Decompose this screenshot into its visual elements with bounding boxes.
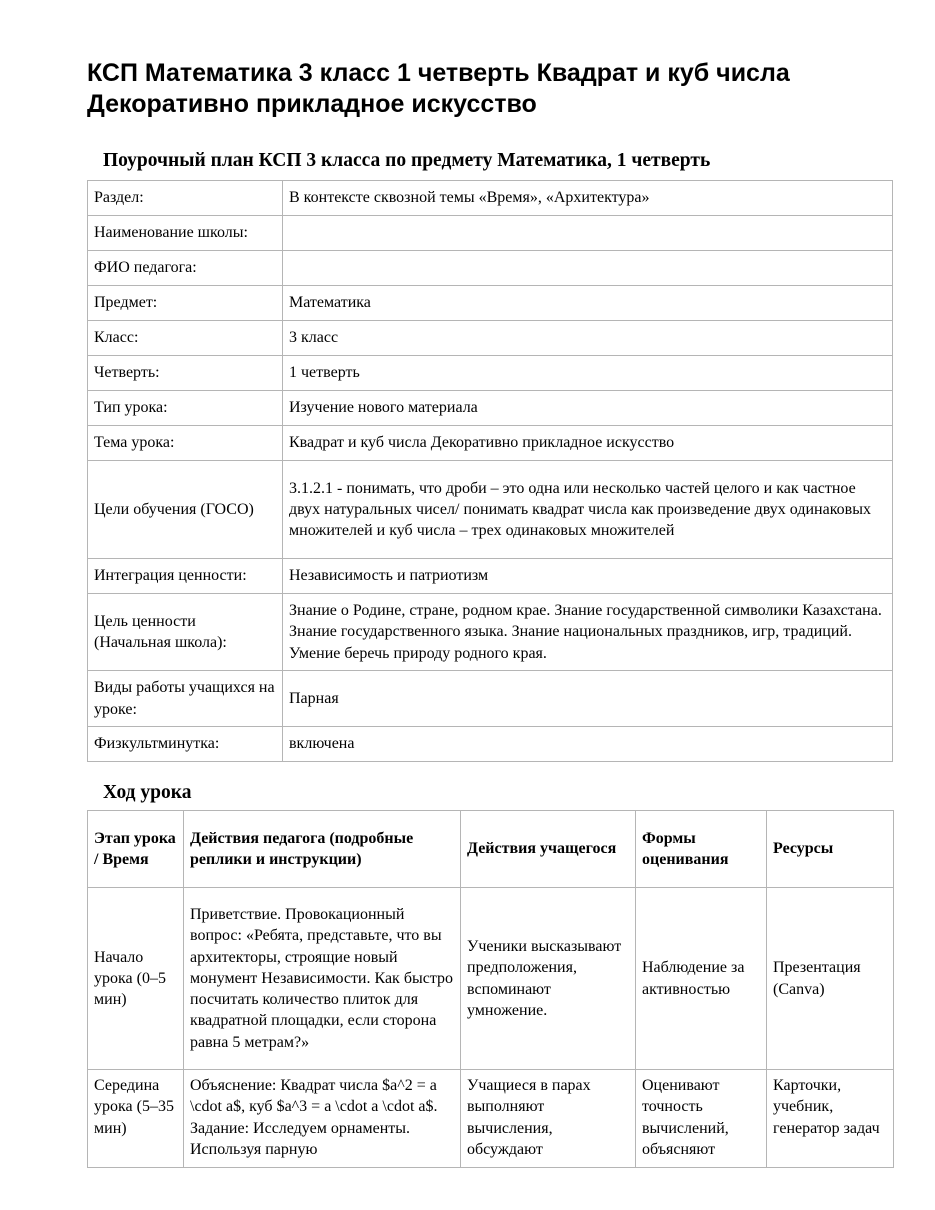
cell-teacher-actions: Приветствие. Провокационный вопрос: «Ребята, представьте, что вы архитекторы, строящие новый монумент Независимости. Как быстро посчитать количество плиток для квадратной площадки, если сторона равна 5 метрам?» [184, 888, 461, 1070]
info-value: В контексте сквозной темы «Время», «Архитектура» [283, 181, 893, 216]
info-row-school [88, 216, 893, 251]
info-label: Раздел: [88, 181, 283, 216]
info-value: Математика [283, 286, 893, 321]
cell-teacher-actions: Объяснение: Квадрат числа $a^2 = a \cdot a$, куб $a^3 = a \cdot a \cdot a$. Задание: Исследуем орнаменты. Используя парную [184, 1070, 461, 1168]
info-label: Четверть: [88, 356, 283, 391]
info-value: 3.1.2.1 - понимать, что дроби – это одна или несколько частей целого и как частное двух натуральных чисел/ понимать квадрат числа как произведение двух одинаковых множителей и куб числа – трех одинаковых множителей [283, 461, 893, 559]
info-value: Независимость и патриотизм [283, 559, 893, 594]
info-value: Квадрат и куб числа Декоративно прикладное искусство [283, 426, 893, 461]
header-resources: Ресурсы [767, 811, 894, 888]
info-row-value-goal [88, 594, 893, 671]
header-assessment: Формы оценивания [636, 811, 767, 888]
info-value: 3 класс [283, 321, 893, 356]
cell-student-actions: Учащиеся в парах выполняют вычисления, обсуждают [461, 1070, 636, 1168]
info-row-subject [88, 286, 893, 321]
info-row-work-types [88, 671, 893, 727]
cell-resources: Карточки, учебник, генератор задач [767, 1070, 894, 1168]
info-label: Интеграция ценности: [88, 559, 283, 594]
info-label: Виды работы учащихся на уроке: [88, 671, 283, 727]
header-teacher-actions: Действия педагога (подробные реплики и инструкции) [184, 811, 461, 888]
lesson-row-start [88, 888, 894, 1070]
lesson-heading: Ход урока [103, 782, 192, 803]
info-value: Знание о Родине, стране, родном крае. Знание государственной символики Казахстана. Знание государственного языка. Знание национальных праздников, игр, традиций. Умение беречь природу родного края. [283, 594, 893, 671]
info-row-topic [88, 426, 893, 461]
cell-assessment: Оценивают точность вычислений, объясняют [636, 1070, 767, 1168]
plan-heading: Поурочный план КСП 3 класса по предмету Математика, 1 четверть [103, 150, 711, 171]
info-value: 1 четверть [283, 356, 893, 391]
info-label: Цель ценности (Начальная школа): [88, 594, 283, 671]
info-label: Тип урока: [88, 391, 283, 426]
document-page [87, 58, 893, 1168]
info-row-values [88, 559, 893, 594]
title-line-2: Декоративно прикладное искусство [87, 90, 537, 118]
lesson-header-row [88, 811, 894, 888]
lesson-table [87, 810, 894, 1168]
info-row-grade [88, 321, 893, 356]
header-student-actions: Действия учащегося [461, 811, 636, 888]
cell-student-actions: Ученики высказывают предположения, вспоминают умножение. [461, 888, 636, 1070]
info-row-teacher [88, 251, 893, 286]
cell-stage: Середина урока (5–35 мин) [88, 1070, 184, 1168]
document-title [87, 58, 893, 120]
cell-stage: Начало урока (0–5 мин) [88, 888, 184, 1070]
info-label: Тема урока: [88, 426, 283, 461]
title-line-1: КСП Математика 3 класс 1 четверть Квадрат и куб числа [87, 59, 790, 87]
info-row-lesson-type [88, 391, 893, 426]
info-value: включена [283, 727, 893, 762]
info-row-goals [88, 461, 893, 559]
info-row-section [88, 181, 893, 216]
cell-assessment: Наблюдение за активностью [636, 888, 767, 1070]
info-row-exercise [88, 727, 893, 762]
info-table [87, 180, 893, 762]
info-label: Класс: [88, 321, 283, 356]
info-label: Физкультминутка: [88, 727, 283, 762]
info-label: Цели обучения (ГОСО) [88, 461, 283, 559]
info-value [283, 216, 893, 251]
info-label: ФИО педагога: [88, 251, 283, 286]
lesson-row-middle [88, 1070, 894, 1168]
info-row-quarter [88, 356, 893, 391]
info-value: Изучение нового материала [283, 391, 893, 426]
cell-resources: Презентация (Canva) [767, 888, 894, 1070]
info-label: Предмет: [88, 286, 283, 321]
info-value [283, 251, 893, 286]
info-label: Наименование школы: [88, 216, 283, 251]
info-value: Парная [283, 671, 893, 727]
header-stage: Этап урока / Время [88, 811, 184, 888]
